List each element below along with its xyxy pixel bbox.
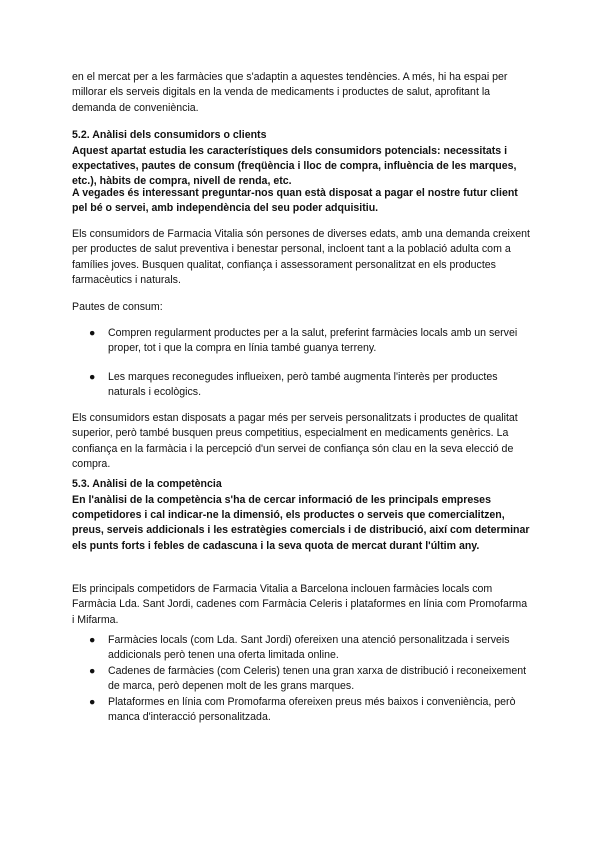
list-item-text: Les marques reconegudes influeixen, però també augmenta l'interès per productes naturals i ecològics. <box>108 371 498 399</box>
list-item <box>72 695 532 726</box>
list-item-text: Plataformes en línia com Promofarma ofereixen preus més baixos i conveniència, però manca d'interacció personalitzada. <box>108 695 516 724</box>
bullet-icon: ● <box>89 327 96 339</box>
willingness-paragraph: Els consumidors estan disposats a pagar més per serveis personalitzats i productes de qualitat superior, però també busquen preus competitius, especialment en medicaments genèrics. La confiança en la farmàcia i la percepció d'un servei de confiança són clau en la seva elecció de compra. <box>72 412 518 471</box>
list-item <box>72 664 532 695</box>
bullet-icon: ● <box>89 695 96 708</box>
competitors-list <box>72 633 532 725</box>
section-5-3-instructions: En l'anàlisi de la competència s'ha de cercar informació de les principals empreses competidores i cal indicar-ne la dimensió, els productes o serveis que comercialitzen, preus, serveis addicionals i les estratègies comercials i de distribució, així com determinar els punts forts i febles de cadascuna i la seva quota de mercat durant l'últim any. <box>72 493 530 552</box>
list-item-text: Compren regularment productes per a la salut, preferint farmàcies locals amb un servei proper, tot i que la compra en línia també guanya terreny. <box>108 327 518 355</box>
consumption-list <box>72 326 532 357</box>
section-5-2-instructions-2: A vegades és interessant preguntar-nos quan està disposat a pagar el nostre futur client pel bé o servei, amb independència del seu poder adquisitiu. <box>72 187 518 215</box>
pautes-label: Pautes de consum: <box>72 301 163 313</box>
list-item <box>72 633 532 664</box>
list-item-text: Cadenes de farmàcies (com Celeris) tenen una gran xarxa de distribució i reconeixement de marca, però depenen molt de les grans marques. <box>108 664 527 693</box>
section-5-2-heading: 5.2. Anàlisi dels consumidors o clients <box>72 129 267 141</box>
bullet-icon: ● <box>89 634 96 646</box>
consumers-paragraph: Els consumidors de Farmacia Vitalia són persones de diverses edats, amb una demanda creixent per productes de salut preventiva i benestar personal, incloent tant a la població adulta com a famílies joves. Busquen qualitat, confiança i assessorament personalitzat en els productes farmacèutics i naturals. <box>72 228 530 287</box>
section-5-3-heading: 5.3. Anàlisi de la competència <box>72 478 222 490</box>
intro-paragraph: en el mercat per a les farmàcies que s'adaptin a aquestes tendències. A més, hi ha espai per millorar els serveis digitals en la venda de medicaments i productes de salut, aprofitant la demanda de conveniència. <box>72 71 508 114</box>
competitors-paragraph: Els principals competidors de Farmacia Vitalia a Barcelona inclouen farmàcies locals com Farmàcia Lda. Sant Jordi, cadenes com Farmàcia Celeris i plataformes en línia com Promofarma i Mifarma. <box>72 583 528 626</box>
list-item <box>72 326 532 357</box>
section-5-2-instructions: Aquest apartat estudia les característiques dels consumidors potencials: necessitats i expectatives, pautes de consum (freqüència i lloc de compra, influència de les marques, etc.), hàbits de compra, nivell de renda, etc. <box>72 144 517 188</box>
list-item-text: Farmàcies locals (com Lda. Sant Jordi) ofereixen una atenció personalitzada i serveis addicionals però tenen una oferta limitada online. <box>108 634 510 662</box>
list-item <box>72 370 532 401</box>
bullet-icon: ● <box>89 664 96 677</box>
consumption-list-2 <box>72 370 532 401</box>
bullet-icon: ● <box>89 371 96 383</box>
